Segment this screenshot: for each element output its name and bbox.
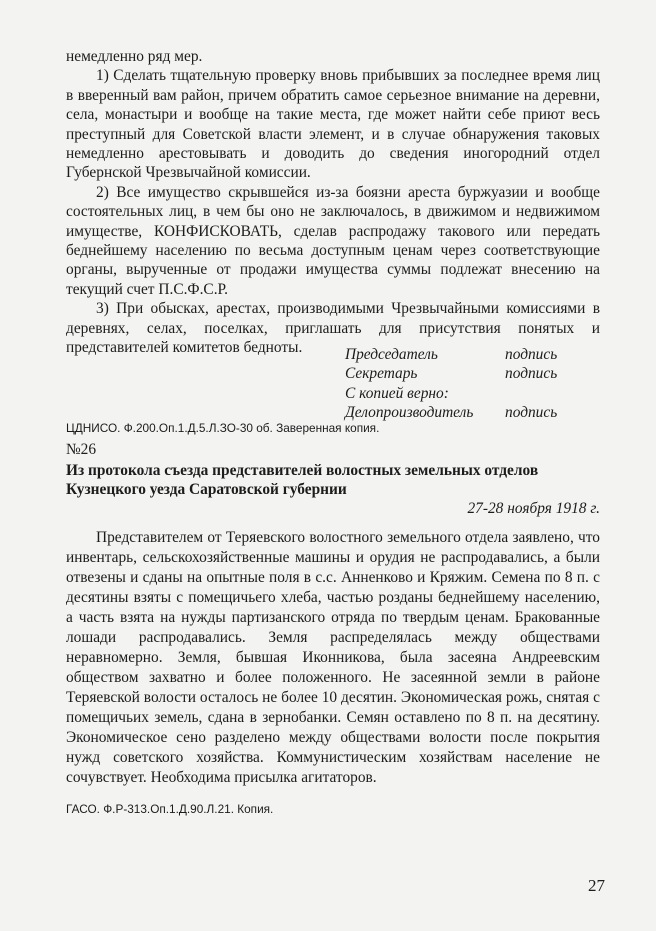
paragraph-item-1: 1) Сделать тщательную проверку вновь прибывших за последнее время лиц в вверенный вам район, причем обратить самое серьезное внимание на деревни, села, монастыри и вообще на такие места, где может найти себе приют весь преступный для Советской власти элемент, и в случае обнаружения таковых немедленно арестовывать и доводить до сведения иногородний отдел Губернской Чрезвычайной комиссии. bbox=[66, 67, 600, 182]
paragraph-item-2: 2) Все имущество скрывшейся из-за боязни ареста буржуазии и вообще состоятельных лиц, в чем бы оно не заключалось, в движимом и недвижимом имуществе, КОНФИСКОВАТЬ, сделав распродажу такового или передать беднейшему населению по весьма доступным ценам через соответствующие органы, вырученные от продажи имущества суммы подлежат внесению на текущий счет П.С.Ф.С.Р. bbox=[66, 183, 600, 298]
copy-certified-note: С копией верно: bbox=[345, 384, 449, 402]
signature-mark: подпись bbox=[505, 365, 558, 383]
signature-line-clerk bbox=[345, 403, 557, 422]
text-block-2 bbox=[66, 528, 600, 788]
page-number: 27 bbox=[588, 876, 605, 895]
signature-block bbox=[345, 345, 557, 423]
signature-mark: подпись bbox=[505, 404, 558, 422]
signature-line-chairman bbox=[345, 345, 557, 364]
signature-role: Председатель bbox=[345, 346, 438, 363]
signature-line-secretary bbox=[345, 364, 557, 383]
archive-source-1: ЦДНИСО. Ф.200.Оп.1.Д.5.Л.ЗО-30 об. Заверенная копия. bbox=[66, 421, 380, 435]
signature-role: Делопроизводитель bbox=[345, 404, 474, 422]
paragraph-intro: немедленно ряд мер. bbox=[66, 48, 203, 65]
document-date: 27-28 ноября 1918 г. bbox=[467, 500, 600, 517]
signature-role: Секретарь bbox=[345, 365, 418, 383]
archive-source-2: ГАСО. Ф.Р-313.Оп.1.Д.90.Л.21. Копия. bbox=[66, 802, 274, 816]
document-number: №26 bbox=[66, 441, 97, 458]
signature-line-copy bbox=[345, 384, 557, 403]
document-title: Из протокола съезда представителей волостных земельных отделов Кузнецкого уезда Саратовской губернии bbox=[66, 462, 539, 498]
text-block-1 bbox=[66, 47, 600, 358]
paragraph-item-3: 3) При обысках, арестах, производимыми Чрезвычайными комиссиями в деревнях, селах, поселках, приглашать для присутствия понятых и представителей комитетов бедноты. bbox=[66, 300, 600, 357]
signature-mark: подпись bbox=[505, 346, 558, 363]
paragraph-protocol: Представителем от Теряевского волостного земельного отдела заявлено, что инвентарь, сельскохозяйственные машины и орудия не распродавались, а были отвезены и сданы на опытные поля в с.с. Анненково и Кряжим. Семена по 8 п. с десятины взяты с помещичьего хлеба, частью розданы беднейшему населению, а часть взята на нужды партизанского отряда по твердым ценам. Бракованные лошади распродавались. Земля распределялась между обществами неравномерно. Земля, бывшая Иконникова, была засеяна Андреевским обществом захватно и более положенного. Не засеянной земли в районе Теряевской волости осталось не более 10 десятин. Экономическая рожь, снятая с помещичьих земель, сдана в зернобанки. Семян оставлено по 8 п. на десятину. Экономическое сено разделено между обществами волости после покрытия нужд советского хозяйства. Коммунистическим хозяйствам население не сочувствует. Необходима присылка агитаторов. bbox=[66, 529, 600, 786]
